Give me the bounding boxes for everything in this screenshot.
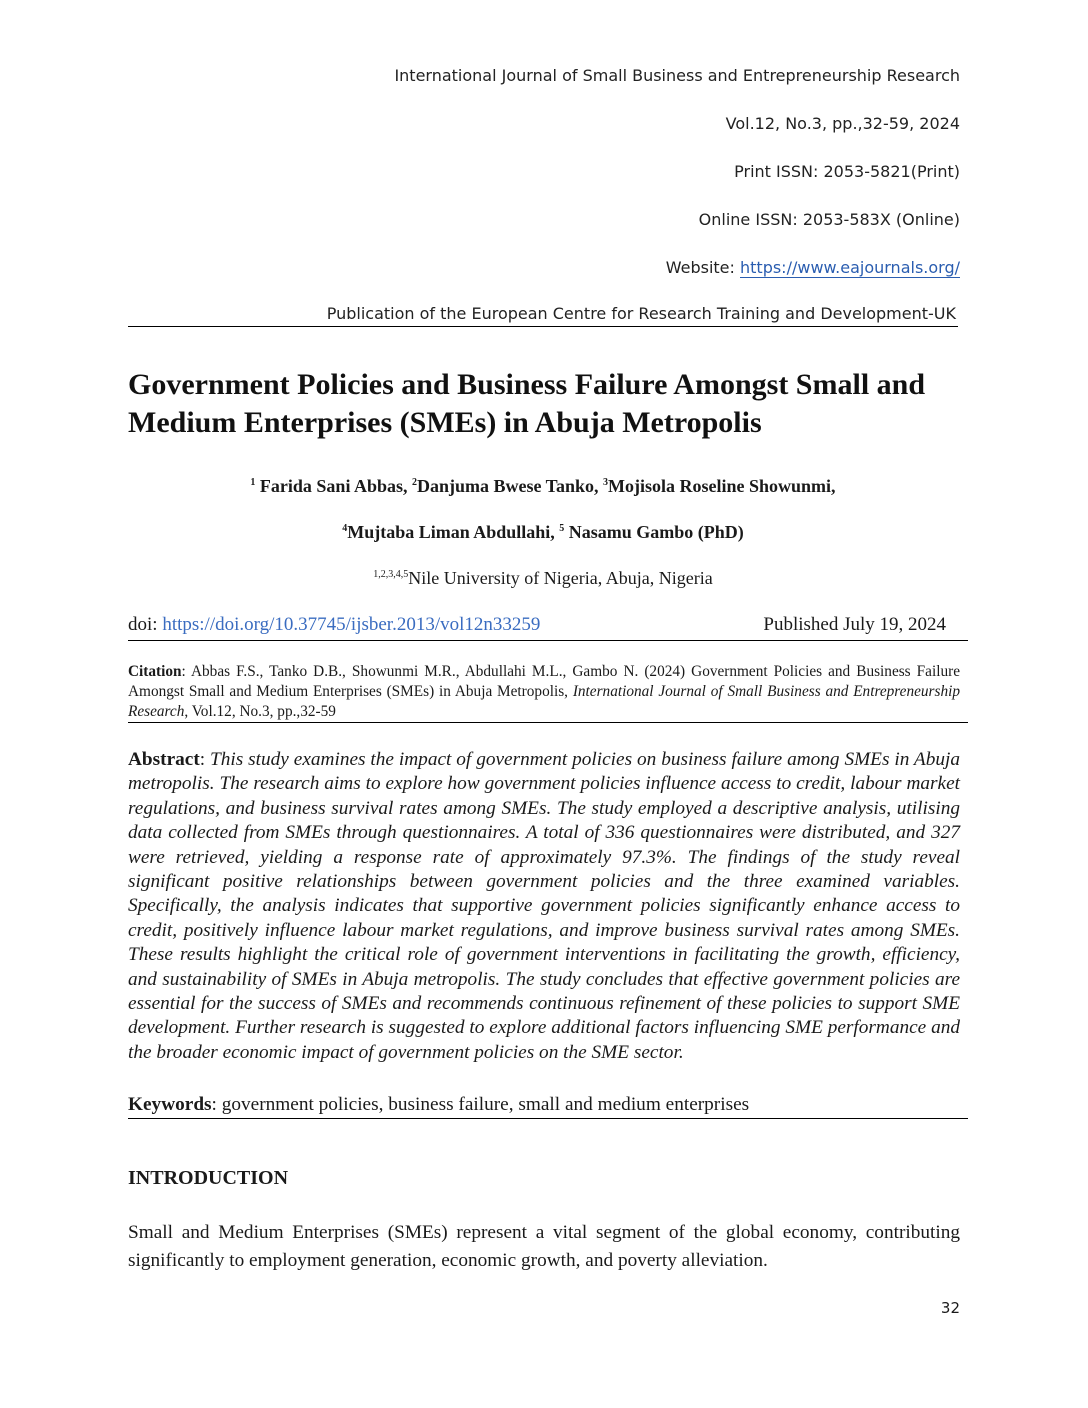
author-name: Mujtaba Liman Abdullahi, — [347, 522, 560, 542]
affiliation — [128, 568, 958, 589]
affiliation-sup: 1,2,3,4,5 — [373, 569, 409, 580]
doi-label: doi: — [128, 614, 163, 635]
print-issn: Print ISSN: 2053-5821(Print) — [734, 162, 960, 181]
citation-tail: , Vol.12, No.3, pp.,32-59 — [184, 703, 336, 720]
section-heading: INTRODUCTION — [128, 1167, 289, 1189]
published-date: Published July 19, 2024 — [763, 614, 946, 635]
citation-text: : Abbas F.S., Tanko D.B., Showunmi M.R., Abdullahi M.L., Gambo N. (2024) Government Policies and Business Failure Amongst Small and Medium Enterprises (SMEs) in Abuja Metropolis, — [128, 663, 960, 700]
keywords-label: Keywords — [128, 1094, 212, 1115]
author-sup: 5 — [559, 523, 565, 534]
author-sup: 4 — [342, 523, 348, 534]
divider — [128, 722, 968, 723]
author-sup: 1 — [250, 477, 256, 488]
publisher-text: Publication of the European Centre for Research Training and Development-UK — [326, 304, 956, 323]
citation-block — [128, 662, 960, 722]
paper-title: Government Policies and Business Failure Amongst Small and Medium Enterprises (SMEs) in Abuja Metropolis — [128, 368, 926, 439]
page-number: 32 — [940, 1299, 960, 1317]
keywords-block — [128, 1093, 968, 1119]
author-name: Nasamu Gambo (PhD) — [564, 522, 744, 542]
author-name: Farida Sani Abbas, — [255, 476, 412, 496]
citation-label: Citation — [128, 663, 182, 680]
author-sup: 3 — [603, 477, 609, 488]
abstract-block: Abstract: This study examines the impact of government policies on business failure among SMEs in Abuja metropolis. The research aims to explore how government policies influence access to credit, labour market regulations, and business survival rates among SMEs. The study employed a descriptive analysis, utilising data collected from SMEs through questionnaires. A total of 336 questionnaires were distributed, and 327 were retrieved, yielding a response rate of approximately 97.3%. The findings of the study reveal significant positive relationships between government policies and the three examined variables. Specifically, the analysis indicates that supportive government policies significantly enhance access to credit, positively influence labour market regulations, and improve business survival rates among SMEs. These results highlight the critical role of government interventions in facilitating the growth, efficiency, and sustainability of SMEs in Abuja metropolis. The study concludes that effective government policies are essential for the success of SMEs and recommends continuous refinement of these policies to support SME development. Further research is suggested to explore additional factors influencing SME performance and the broader economic impact of government policies on the SME sector. — [128, 749, 960, 1063]
website-line — [666, 258, 960, 277]
keywords-text: : government policies, business failure, small and medium enterprises — [211, 1094, 750, 1115]
author-name: Mojisola Roseline Showunmi, — [608, 476, 836, 496]
website-link[interactable]: https://www.eajournals.org/ — [740, 258, 960, 277]
volume-info: Vol.12, No.3, pp.,32-59, 2024 — [725, 114, 960, 133]
intro-paragraph: Small and Medium Enterprises (SMEs) represent a vital segment of the global economy, contributing significantly to employment generation, economic growth, and poverty alleviation. — [128, 1222, 960, 1271]
author-name: Danjuma Bwese Tanko, — [416, 476, 604, 496]
website-label: Website: — [665, 258, 740, 277]
author-sup: 2 — [411, 477, 417, 488]
doi-link[interactable]: https://doi.org/10.37745/ijsber.2013/vol12n33259 — [162, 614, 541, 635]
journal-name: International Journal of Small Business and Entrepreneurship Research — [394, 66, 960, 85]
doi-row — [128, 614, 968, 641]
publisher-line — [128, 304, 958, 327]
authors-line-2 — [128, 522, 958, 543]
abstract-label: Abstract — [128, 749, 200, 770]
affiliation-text: Nile University of Nigeria, Abuja, Nigeria — [408, 568, 713, 588]
online-issn: Online ISSN: 2053-583X (Online) — [698, 210, 960, 229]
abstract-text: This study examines the impact of government policies on business failure among SMEs in Abuja metropolis. The research aims to explore how government policies influence access to credit, labour market regulations, and business survival rates among SMEs. The study employed a descriptive analysis, utilising data collected from SMEs through questionnaires. A total of 336 questionnaires were distributed, and 327 were retrieved, yielding a response rate of approximately 97.3%. The findings of the study reveal significant positive relationships between government policies and the three examined variables. Specifically, the analysis indicates that supportive government policies significantly enhance access to credit, positively influence labour market regulations, and improve business survival rates among SMEs. These results highlight the critical role of government interventions in facilitating the growth, efficiency, and sustainability of SMEs in Abuja metropolis. The study concludes that effective government policies are essential for the success of SMEs and recommends continuous refinement of these policies to support SME development. Further research is suggested to explore additional factors influencing SME performance and the broader economic impact of government policies on the SME sector. — [128, 749, 960, 1063]
citation-journal: International Journal of Small Business and Entrepreneurship Research — [128, 683, 960, 720]
authors-line-1 — [128, 476, 958, 497]
